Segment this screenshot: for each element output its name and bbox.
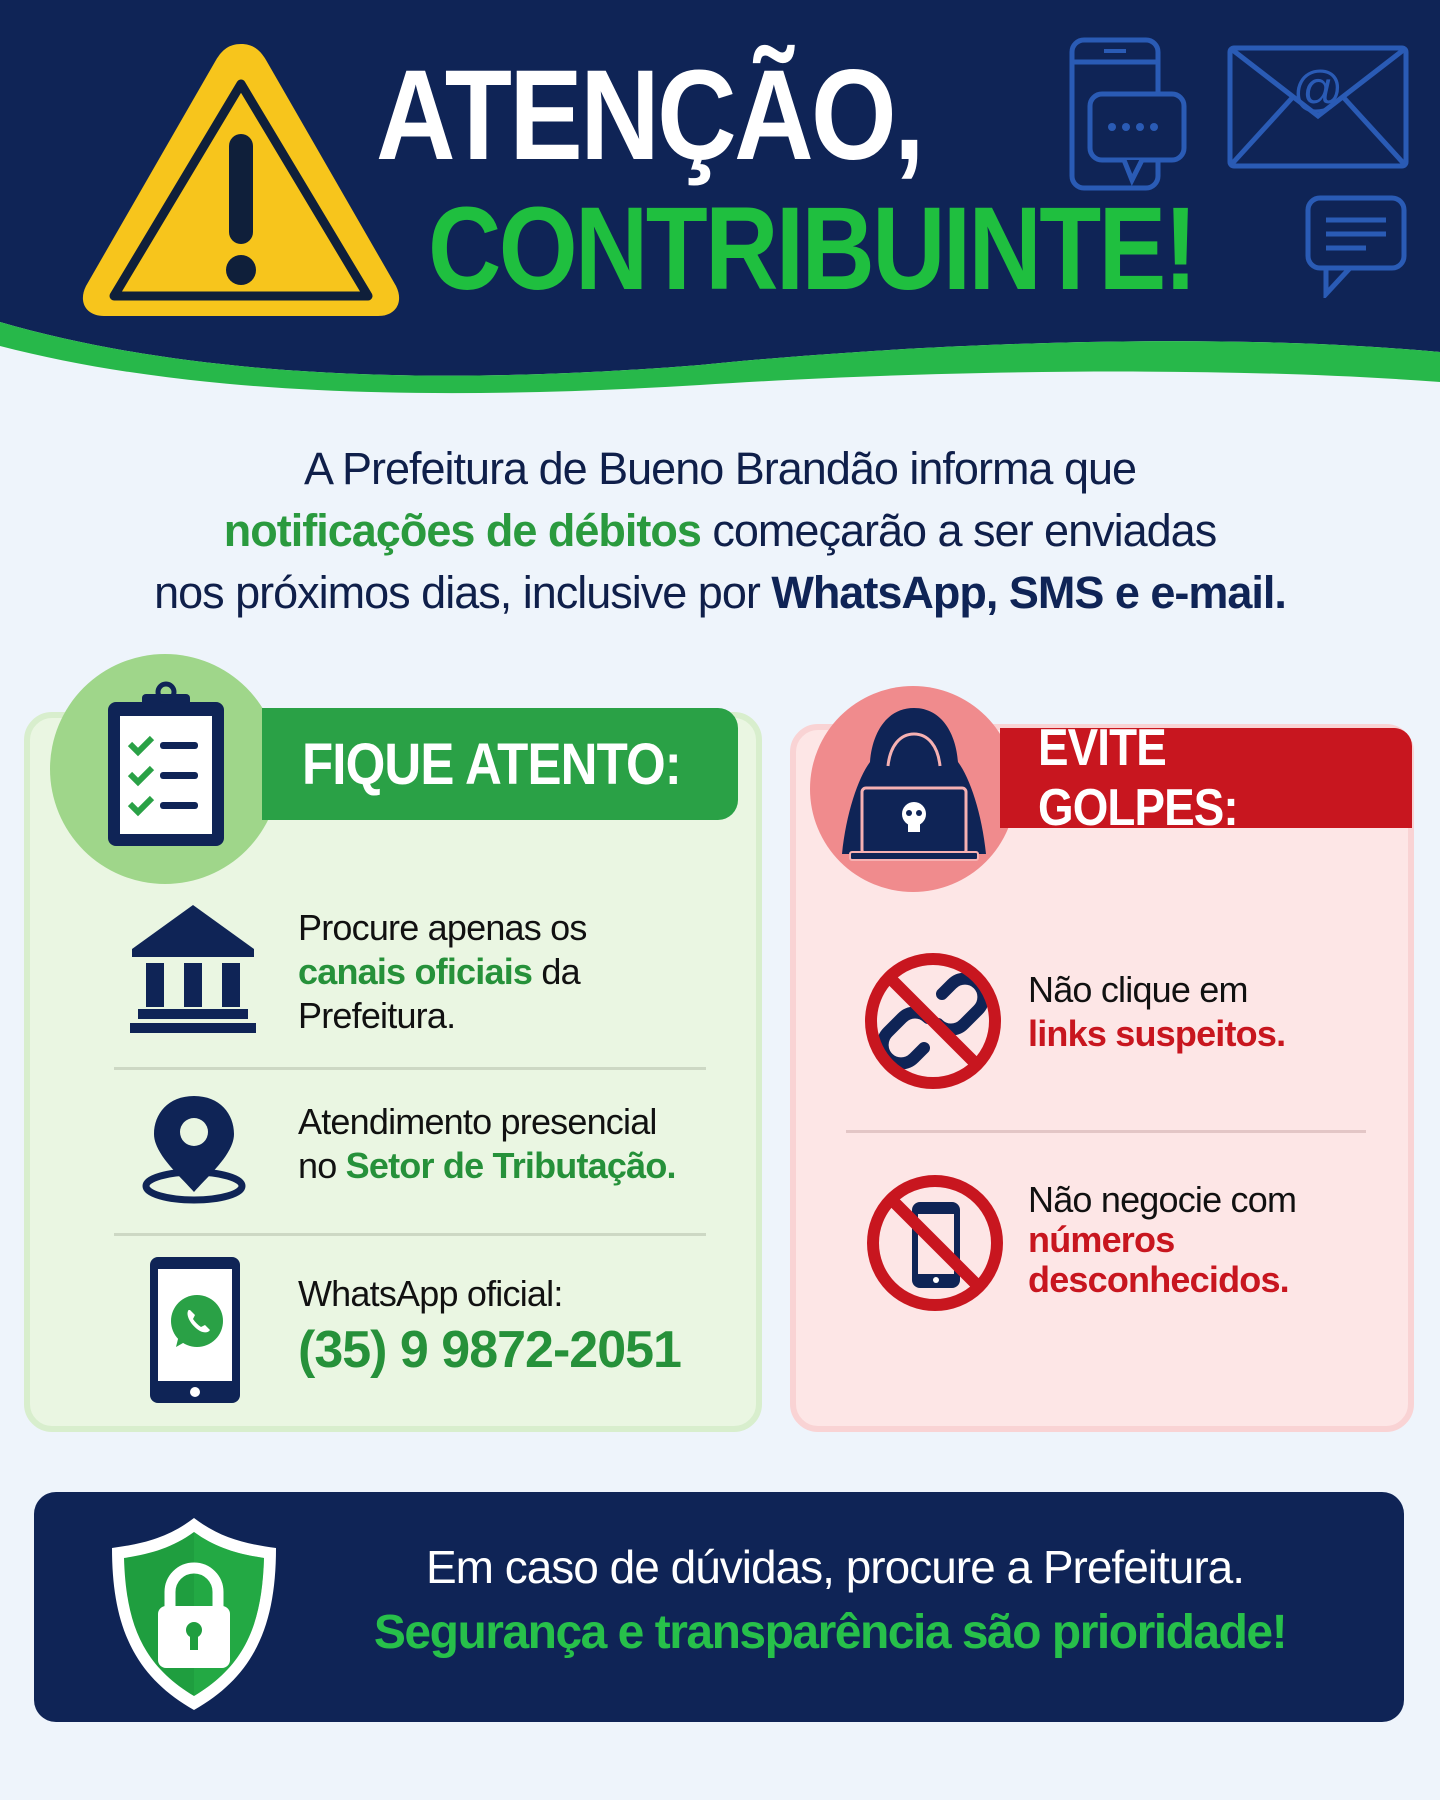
item-text-line: Procure apenas os <box>298 907 587 948</box>
unknown-numbers-text <box>1028 1180 1296 1300</box>
attention-title-bar <box>262 708 738 820</box>
item-text-line: Prefeitura. <box>298 995 456 1036</box>
scam-title-bar <box>1000 719 1412 837</box>
intro-line-2 <box>0 500 1440 562</box>
whatsapp-phone-icon <box>148 1255 242 1405</box>
email-at-icon <box>1226 44 1410 170</box>
intro-text <box>0 438 1440 624</box>
divider <box>114 1233 706 1236</box>
unknown-numbers-highlight-2: desconhecidos. <box>1028 1259 1289 1300</box>
in-person-service-text <box>298 1100 676 1188</box>
official-channels-highlight: canais oficiais <box>298 951 533 992</box>
official-whatsapp-label: WhatsApp oficial: <box>298 1273 563 1314</box>
item-text-line <box>298 1144 676 1188</box>
item-text-fragment: da <box>532 951 580 992</box>
item-text-line: Atendimento presencial <box>298 1101 657 1142</box>
hacker-icon <box>836 704 992 864</box>
item-text-fragment: no <box>298 1145 346 1186</box>
title-line-1: ATENÇÃO, <box>376 44 923 187</box>
intro-line-3 <box>0 562 1440 624</box>
footer-doubts-text: Em caso de dúvidas, procure a Prefeitura. <box>425 1541 1245 1593</box>
divider <box>846 1130 1366 1133</box>
official-channels-text <box>298 906 587 1038</box>
tax-sector-highlight: Setor de Tributação. <box>345 1145 676 1186</box>
chat-bubble-icon <box>1304 194 1408 298</box>
phone-chat-icon <box>1068 36 1188 192</box>
checklist-clipboard-icon <box>102 680 230 852</box>
scam-title: EVITE GOLPES: <box>1038 719 1238 837</box>
government-building-icon <box>130 905 256 1033</box>
header-banner <box>0 0 1440 400</box>
attention-title: FIQUE ATENTO: <box>302 731 681 797</box>
suspicious-links-text <box>1028 968 1285 1056</box>
no-links-icon <box>862 950 1004 1092</box>
footer-priority-text: Segurança e transparência são prioridade! <box>373 1606 1287 1659</box>
warning-triangle-icon <box>78 36 404 322</box>
no-phone-icon <box>864 1172 1006 1314</box>
item-text-line: Não clique em <box>1028 969 1248 1010</box>
suspicious-links-highlight: links suspeitos. <box>1028 1013 1286 1054</box>
official-whatsapp-number[interactable]: (35) 9 9872-2051 <box>298 1321 681 1379</box>
debt-notification-highlight: notificações de débitos <box>223 505 701 556</box>
divider <box>114 1067 706 1070</box>
unknown-numbers-highlight-1: números <box>1028 1219 1175 1260</box>
title-line-2: CONTRIBUINTE! <box>428 183 1195 315</box>
intro-line-3-start: nos próximos dias, inclusive por <box>154 567 772 618</box>
item-text-line: Não negocie com <box>1028 1179 1297 1220</box>
channels-highlight: WhatsApp, SMS e e-mail. <box>771 567 1286 618</box>
intro-line-2-rest: começarão a ser enviadas <box>700 505 1217 556</box>
location-pin-icon <box>140 1092 248 1204</box>
intro-line-1: A Prefeitura de Bueno Brandão informa que <box>303 443 1137 494</box>
svg-text:@: @ <box>1292 61 1344 117</box>
item-text-line <box>298 950 587 994</box>
